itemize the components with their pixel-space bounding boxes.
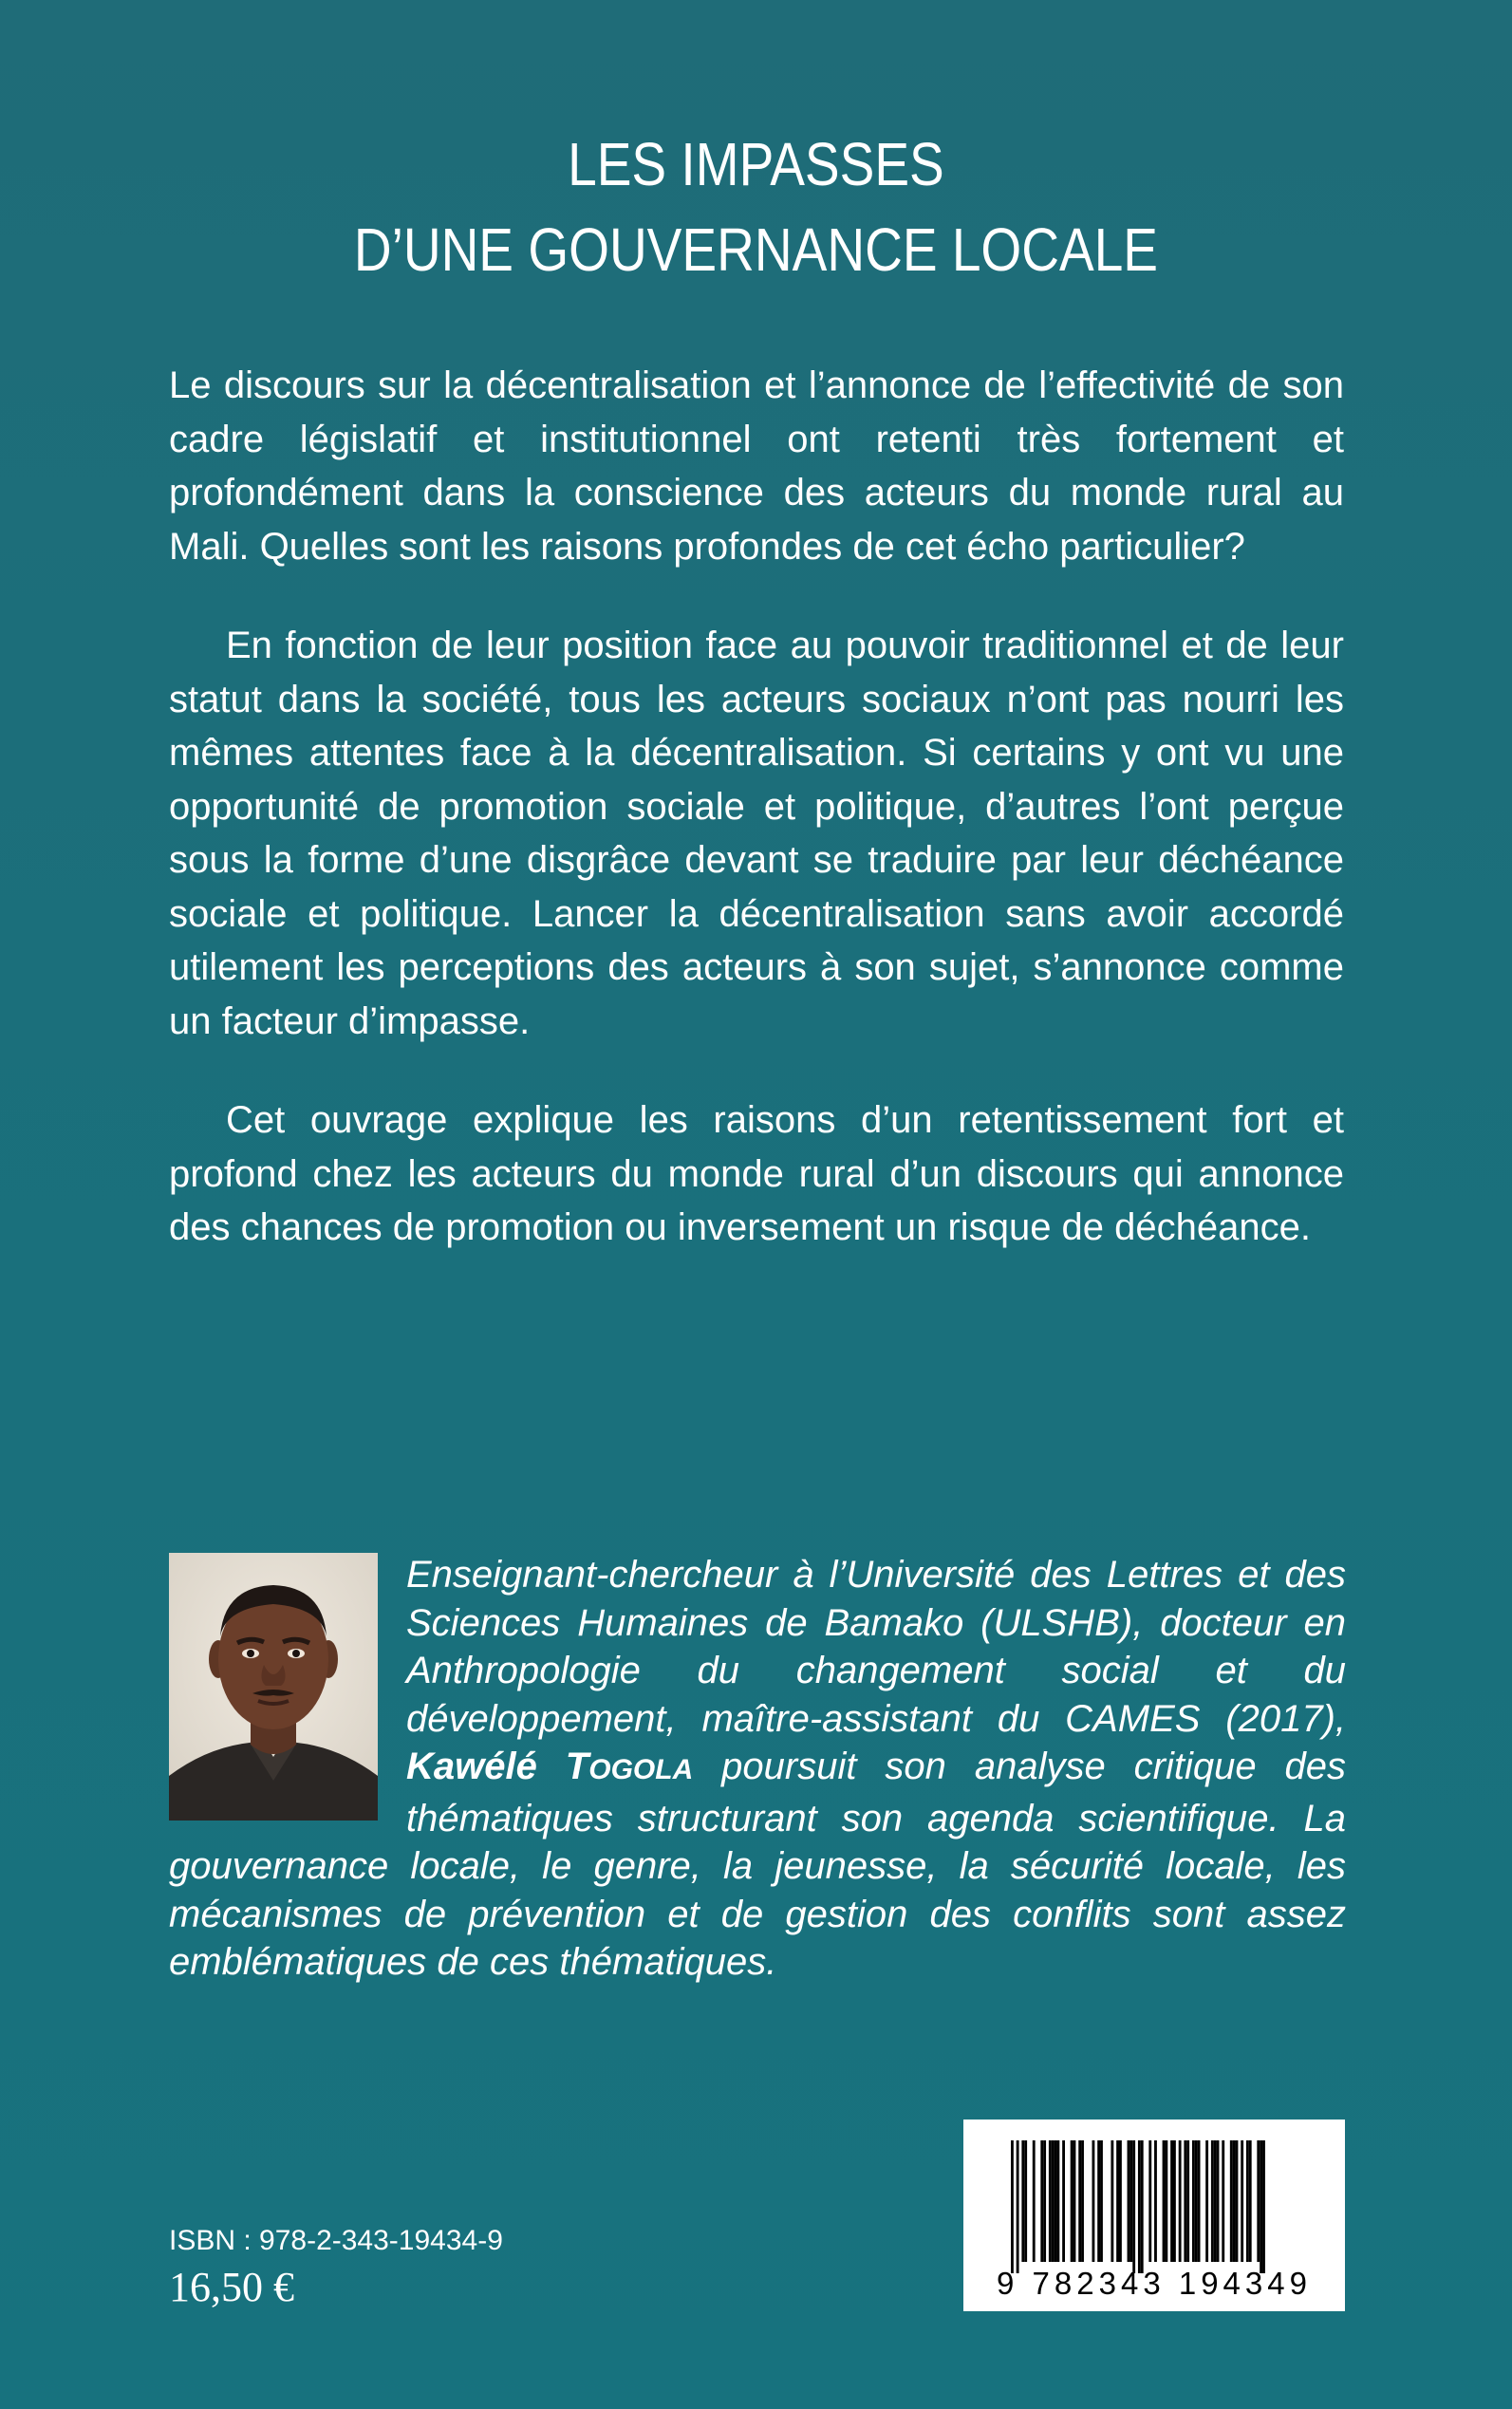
barcode-bar (1148, 2140, 1151, 2262)
barcode-bar (1262, 2140, 1265, 2273)
barcode-bar (1257, 2140, 1260, 2262)
author-first-name: Kawélé (406, 1746, 537, 1787)
barcode-bar (1049, 2140, 1052, 2262)
barcode-bar (1100, 2140, 1103, 2262)
barcode-bar (1230, 2140, 1233, 2262)
author-last-name-initial: T (565, 1746, 589, 1787)
barcode (963, 2120, 1345, 2311)
author-bio-text-1: Enseignant-chercheur à l’Université des Lettres et des Sciences Humaines de Bamako (ULSHB), docteur en Anthropologie du changement social et du développement, maître-assistant du CAMES (2017), (406, 1554, 1346, 1740)
barcode-bar (1052, 2140, 1055, 2262)
barcode-bar (1119, 2140, 1122, 2262)
barcode-bar (1179, 2140, 1182, 2262)
barcode-bar (1129, 2140, 1132, 2262)
barcode-bar (1092, 2140, 1095, 2262)
barcode-bar (1017, 2140, 1019, 2273)
barcode-bar (1111, 2140, 1113, 2262)
barcode-digits: 9 782343 194349 (997, 2266, 1312, 2301)
barcode-bar (1205, 2140, 1208, 2262)
barcode-bar (1011, 2140, 1014, 2273)
barcode-bar (1024, 2140, 1027, 2262)
barcode-bar (1246, 2140, 1249, 2262)
barcode-bar (1222, 2140, 1224, 2262)
barcode-bar (1192, 2140, 1195, 2262)
barcode-bar (1056, 2140, 1059, 2262)
barcode-bar (1195, 2140, 1198, 2262)
barcode-bar (1040, 2140, 1043, 2262)
barcode-bar (1163, 2140, 1166, 2262)
title-line-1: LES IMPASSES (568, 130, 944, 198)
barcode-bar (1078, 2140, 1081, 2262)
barcode-bar (1170, 2140, 1173, 2262)
barcode-bar (1233, 2140, 1236, 2262)
barcode-bar (1173, 2140, 1176, 2262)
barcode-bar (1033, 2140, 1036, 2262)
summary-text (169, 359, 1344, 1300)
barcode-bar (1055, 2140, 1057, 2262)
summary-paragraph-3: Cet ouvrage explique les raisons d’un retentissement fort et profond chez les acteurs du monde rural d’un discours qui annonce des chances de promotion ou inversement un risque de déchéance. (169, 1099, 1344, 1248)
barcode-bar (1154, 2140, 1157, 2262)
isbn: ISBN : 978-2-343-19434-9 (169, 2225, 503, 2256)
summary-paragraph-2: En fonction de leur position face au pouvoir traditionnel et de leur statut dans la société, tous les acteurs sociaux n’ont pas nourri les mêmes attentes face à la décentralisation. Si certains y ont vu une opportunité de promotion sociale et politique, d’autres l’ont perçue sous la forme d’une disgrâce devant se traduire par leur déchéance sociale et politique. Lancer la décentralisation sans avoir accordé utilement les perceptions des acteurs à son sujet, s’annonce comme un facteur d’impasse. (169, 625, 1344, 1042)
summary-paragraph-1: Le discours sur la décentralisation et l’annonce de l’effectivité de son cadre législatif et institutionnel ont retenti très fortement et profondément dans la conscience des acteurs du monde rural au Mali. Quelles sont les raisons profondes de cet écho particulier? (169, 364, 1344, 568)
barcode-bar (1217, 2140, 1220, 2262)
barcode-bar (1021, 2140, 1024, 2262)
price: 16,50 € (169, 2264, 294, 2310)
barcode-bar (1249, 2140, 1252, 2262)
barcode-bar (1236, 2140, 1239, 2262)
barcode-bar (1097, 2140, 1100, 2262)
author-name (406, 1746, 693, 1787)
barcode-bar (1043, 2140, 1046, 2262)
barcode-bar (1211, 2140, 1214, 2262)
barcode-bar (1116, 2140, 1119, 2262)
author-bio-text-2: poursuit son analyse critique des thématiques structurant son agenda scientifique. La gouvernance locale, le genre, la jeunesse, la sécurité locale, les mécanismes de prévention et de gestion des conflits sont assez emblématiques de ces thématiques. (169, 1746, 1346, 1983)
barcode-bar (1062, 2140, 1065, 2262)
barcode-bar (1184, 2140, 1186, 2262)
barcode-bar (1165, 2140, 1167, 2262)
author-photo (169, 1553, 378, 1821)
barcode-bar (1241, 2140, 1243, 2262)
barcode-bar (1141, 2140, 1144, 2273)
barcode-bar (1260, 2140, 1262, 2273)
barcode-bar (1198, 2140, 1201, 2262)
barcode-bar (1132, 2140, 1135, 2273)
barcode-bar (1214, 2140, 1217, 2262)
barcode-bar (1138, 2140, 1141, 2273)
title-line-2: D’UNE GOUVERNANCE LOCALE (353, 215, 1159, 284)
barcode-bar (1073, 2140, 1076, 2262)
book-title (105, 121, 1406, 292)
author-bio (169, 1551, 1346, 1987)
barcode-bar (1081, 2140, 1084, 2262)
barcode-bar (1071, 2140, 1073, 2262)
barcode-bar (1128, 2140, 1130, 2262)
barcode-bar (1186, 2140, 1189, 2262)
author-last-name-rest: OGOLA (588, 1754, 694, 1785)
